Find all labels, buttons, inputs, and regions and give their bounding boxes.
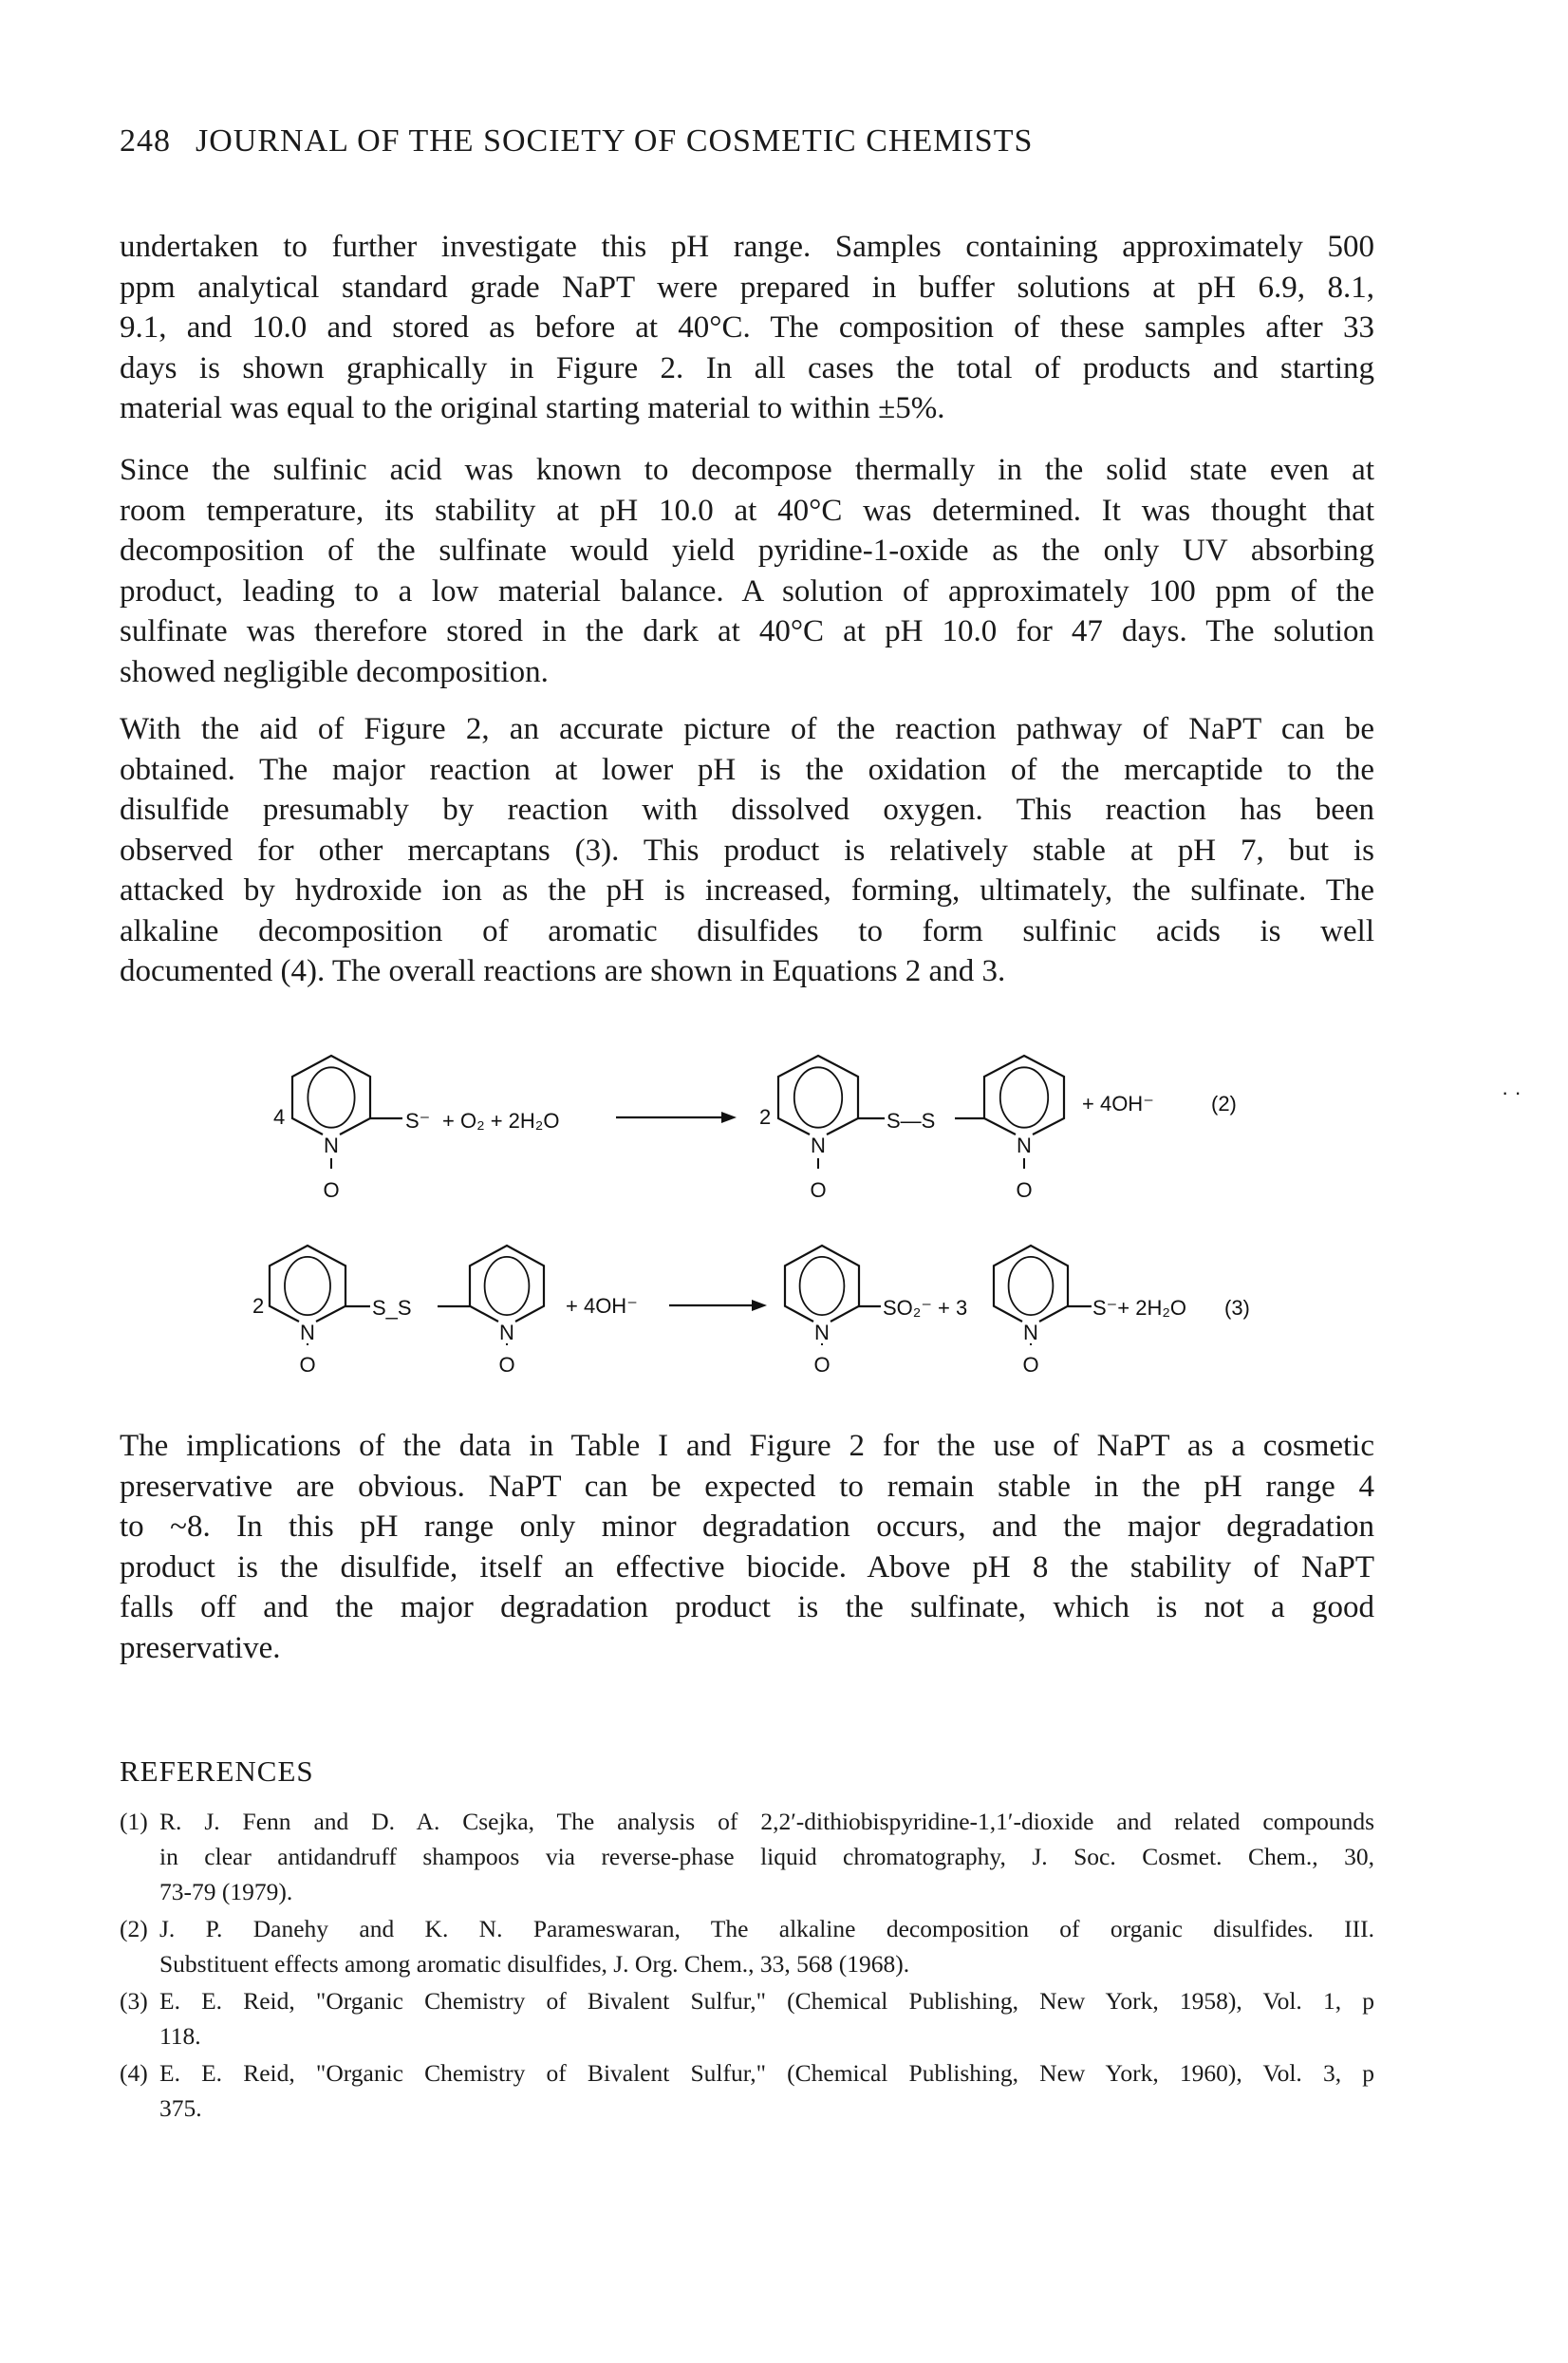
pyridine-n-oxide-ring — [994, 1246, 1068, 1377]
text-line: undertaken to further investigate this pH range. Samples containing approximately 500 — [120, 230, 1374, 264]
aromatic-circle — [285, 1257, 330, 1315]
text-line: Since the sulfinic acid was known to decompose thermally in the solid state even at — [120, 453, 1374, 487]
text-line: preservative are obvious. NaPT can be expected to remain stable in the pH range 4 — [120, 1469, 1374, 1504]
reference-line: Substituent effects among aromatic disulfides, J. Org. Chem., 33, 568 (1968). — [159, 1950, 910, 1978]
aromatic-circle — [794, 1067, 842, 1127]
pyridine-n-oxide-ring — [984, 1056, 1064, 1202]
arrowhead — [752, 1300, 767, 1311]
journal-title: JOURNAL OF THE SOCIETY OF COSMETIC CHEMISTS — [196, 123, 1034, 159]
reference-item — [120, 1804, 1374, 1909]
text-line: attacked by hydroxide ion as the pH is increased, forming, ultimately, the sulfinate. The — [120, 873, 1374, 908]
aromatic-circle — [485, 1257, 530, 1315]
text-line: With the aid of Figure 2, an accurate picture of the reaction pathway of NaPT can be — [120, 712, 1374, 746]
eq3-sulfinate: SO₂⁻ + 3 — [883, 1296, 968, 1320]
text-line: sulfinate was therefore stored in the dark at 40°C at pH 10.0 for 47 days. The solution — [120, 614, 1374, 648]
text-line: showed negligible decomposition. — [120, 654, 549, 689]
reference-item — [120, 1983, 1374, 2054]
reference-item — [120, 2055, 1374, 2126]
oxygen-atom: O — [1016, 1178, 1033, 1202]
pyridine-n-oxide-ring — [470, 1246, 544, 1377]
text-line: falls off and the major degradation product is the sulfinate, which is not a good — [120, 1590, 1374, 1624]
aromatic-circle — [1009, 1257, 1054, 1315]
paragraph-4 — [120, 1426, 1374, 1668]
arrowhead — [721, 1112, 737, 1123]
oxygen-atom: O — [810, 1178, 827, 1202]
reference-line: 118. — [159, 2022, 201, 2050]
oxygen-atom: O — [299, 1353, 316, 1377]
reference-line: 375. — [159, 2094, 202, 2122]
eq2-coefficient-2: 2 — [759, 1105, 772, 1129]
oxygen-atom: O — [813, 1353, 831, 1377]
text-line: days is shown graphically in Figure 2. In all cases the total of products and starting — [120, 350, 1374, 385]
eq3-products: S⁻+ 2H₂O — [1092, 1296, 1187, 1320]
text-line: documented (4). The overall reactions are shown in Equations 2 and 3. — [120, 954, 1006, 988]
reference-number: (1) — [120, 1808, 148, 1835]
nitrogen-atom: N — [1017, 1134, 1032, 1157]
text-line: preservative. — [120, 1630, 281, 1665]
text-line: room temperature, its stability at pH 10.0 at 40°C was determined. It was thought that — [120, 493, 1374, 528]
text-line: observed for other mercaptans (3). This product is relatively stable at pH 7, but is — [120, 833, 1374, 868]
text-line: 9.1, and 10.0 and stored as before at 40°C. The composition of these samples after 33 — [120, 310, 1374, 345]
eq2-thiolate: S⁻ — [405, 1109, 431, 1133]
nitrogen-atom: N — [814, 1321, 830, 1344]
oxygen-atom: O — [498, 1353, 515, 1377]
pyridine-n-oxide-ring — [785, 1246, 859, 1377]
text-line: The implications of the data in Table I and Figure 2 for the use of NaPT as a cosmetic — [120, 1429, 1374, 1463]
text-line: alkaline decomposition of aromatic disulfides to form sulfinic acids is well — [120, 913, 1374, 948]
reference-line: 73-79 (1979). — [159, 1878, 293, 1905]
pyridine-n-oxide-ring — [778, 1056, 858, 1202]
reference-item — [120, 1911, 1374, 1981]
nitrogen-atom: N — [811, 1134, 826, 1157]
eq3-number: (3) — [1224, 1296, 1250, 1320]
text-line: obtained. The major reaction at lower pH is the oxidation of the mercaptide to the — [120, 752, 1374, 787]
eq2-coefficient: 4 — [273, 1105, 286, 1129]
stray-marks: · · — [1502, 1080, 1521, 1104]
nitrogen-atom: N — [1023, 1321, 1038, 1344]
oxygen-atom: O — [1022, 1353, 1039, 1377]
text-line: ppm analytical standard grade NaPT were prepared in buffer solutions at pH 6.9, 8.1, — [120, 270, 1374, 305]
pyridine-n-oxide-ring — [270, 1246, 345, 1377]
eq2-number: (2) — [1211, 1092, 1237, 1116]
aromatic-circle — [308, 1067, 354, 1127]
pyridine-n-oxide-ring — [292, 1056, 370, 1202]
aromatic-circle — [1000, 1067, 1048, 1127]
reference-line: in clear antidandruff shampoos via reverse-phase liquid chromatography, J. Soc. Cosmet. Chem., 30, — [159, 1843, 1374, 1870]
text-line: disulfide presumably by reaction with dissolved oxygen. This reaction has been — [120, 793, 1374, 827]
nitrogen-atom: N — [499, 1321, 514, 1344]
eq3-coefficient: 2 — [252, 1294, 265, 1318]
reference-line: R. J. Fenn and D. A. Csejka, The analysis of 2,2′-dithiobispyridine-1,1′-dioxide and related compounds — [159, 1808, 1374, 1835]
eq3-disulfide: S_S — [372, 1296, 412, 1320]
reference-number: (2) — [120, 1915, 148, 1942]
references-list — [120, 1804, 1374, 2128]
eq2-hydroxide: + 4OH⁻ — [1082, 1092, 1154, 1116]
eq3-hydroxide: + 4OH⁻ — [566, 1294, 638, 1318]
oxygen-atom: O — [323, 1178, 340, 1202]
eq2-reagents: + O₂ + 2H₂O — [442, 1109, 560, 1133]
aromatic-circle — [800, 1257, 845, 1315]
eq2-disulfide: S—S — [887, 1109, 936, 1133]
page-number: 248 — [120, 123, 171, 159]
text-line: decomposition of the sulfinate would yield pyridine-1-oxide as the only UV absorbing — [120, 534, 1374, 568]
reference-line: E. E. Reid, "Organic Chemistry of Bivalent Sulfur," (Chemical Publishing, New York, 1960), Vol. 3, p — [159, 2059, 1374, 2087]
reference-number: (3) — [120, 1987, 148, 2015]
references-heading: REFERENCES — [120, 1754, 314, 1788]
reference-line: J. P. Danehy and K. N. Parameswaran, The alkaline decomposition of organic disulfides. III. — [159, 1915, 1374, 1942]
text-line: material was equal to the original starting material to within ±5%. — [120, 391, 945, 425]
nitrogen-atom: N — [324, 1134, 339, 1157]
nitrogen-atom: N — [300, 1321, 315, 1344]
text-line: product is the disulfide, itself an effective biocide. Above pH 8 the stability of NaPT — [120, 1549, 1374, 1585]
text-line: to ~8. In this pH range only minor degradation occurs, and the major degradation — [120, 1510, 1374, 1544]
text-line: product, leading to a low material balance. A solution of approximately 100 ppm of the — [120, 573, 1374, 609]
reference-number: (4) — [120, 2059, 148, 2087]
reference-line: E. E. Reid, "Organic Chemistry of Bivalent Sulfur," (Chemical Publishing, New York, 1958), Vol. 1, p — [159, 1987, 1374, 2015]
